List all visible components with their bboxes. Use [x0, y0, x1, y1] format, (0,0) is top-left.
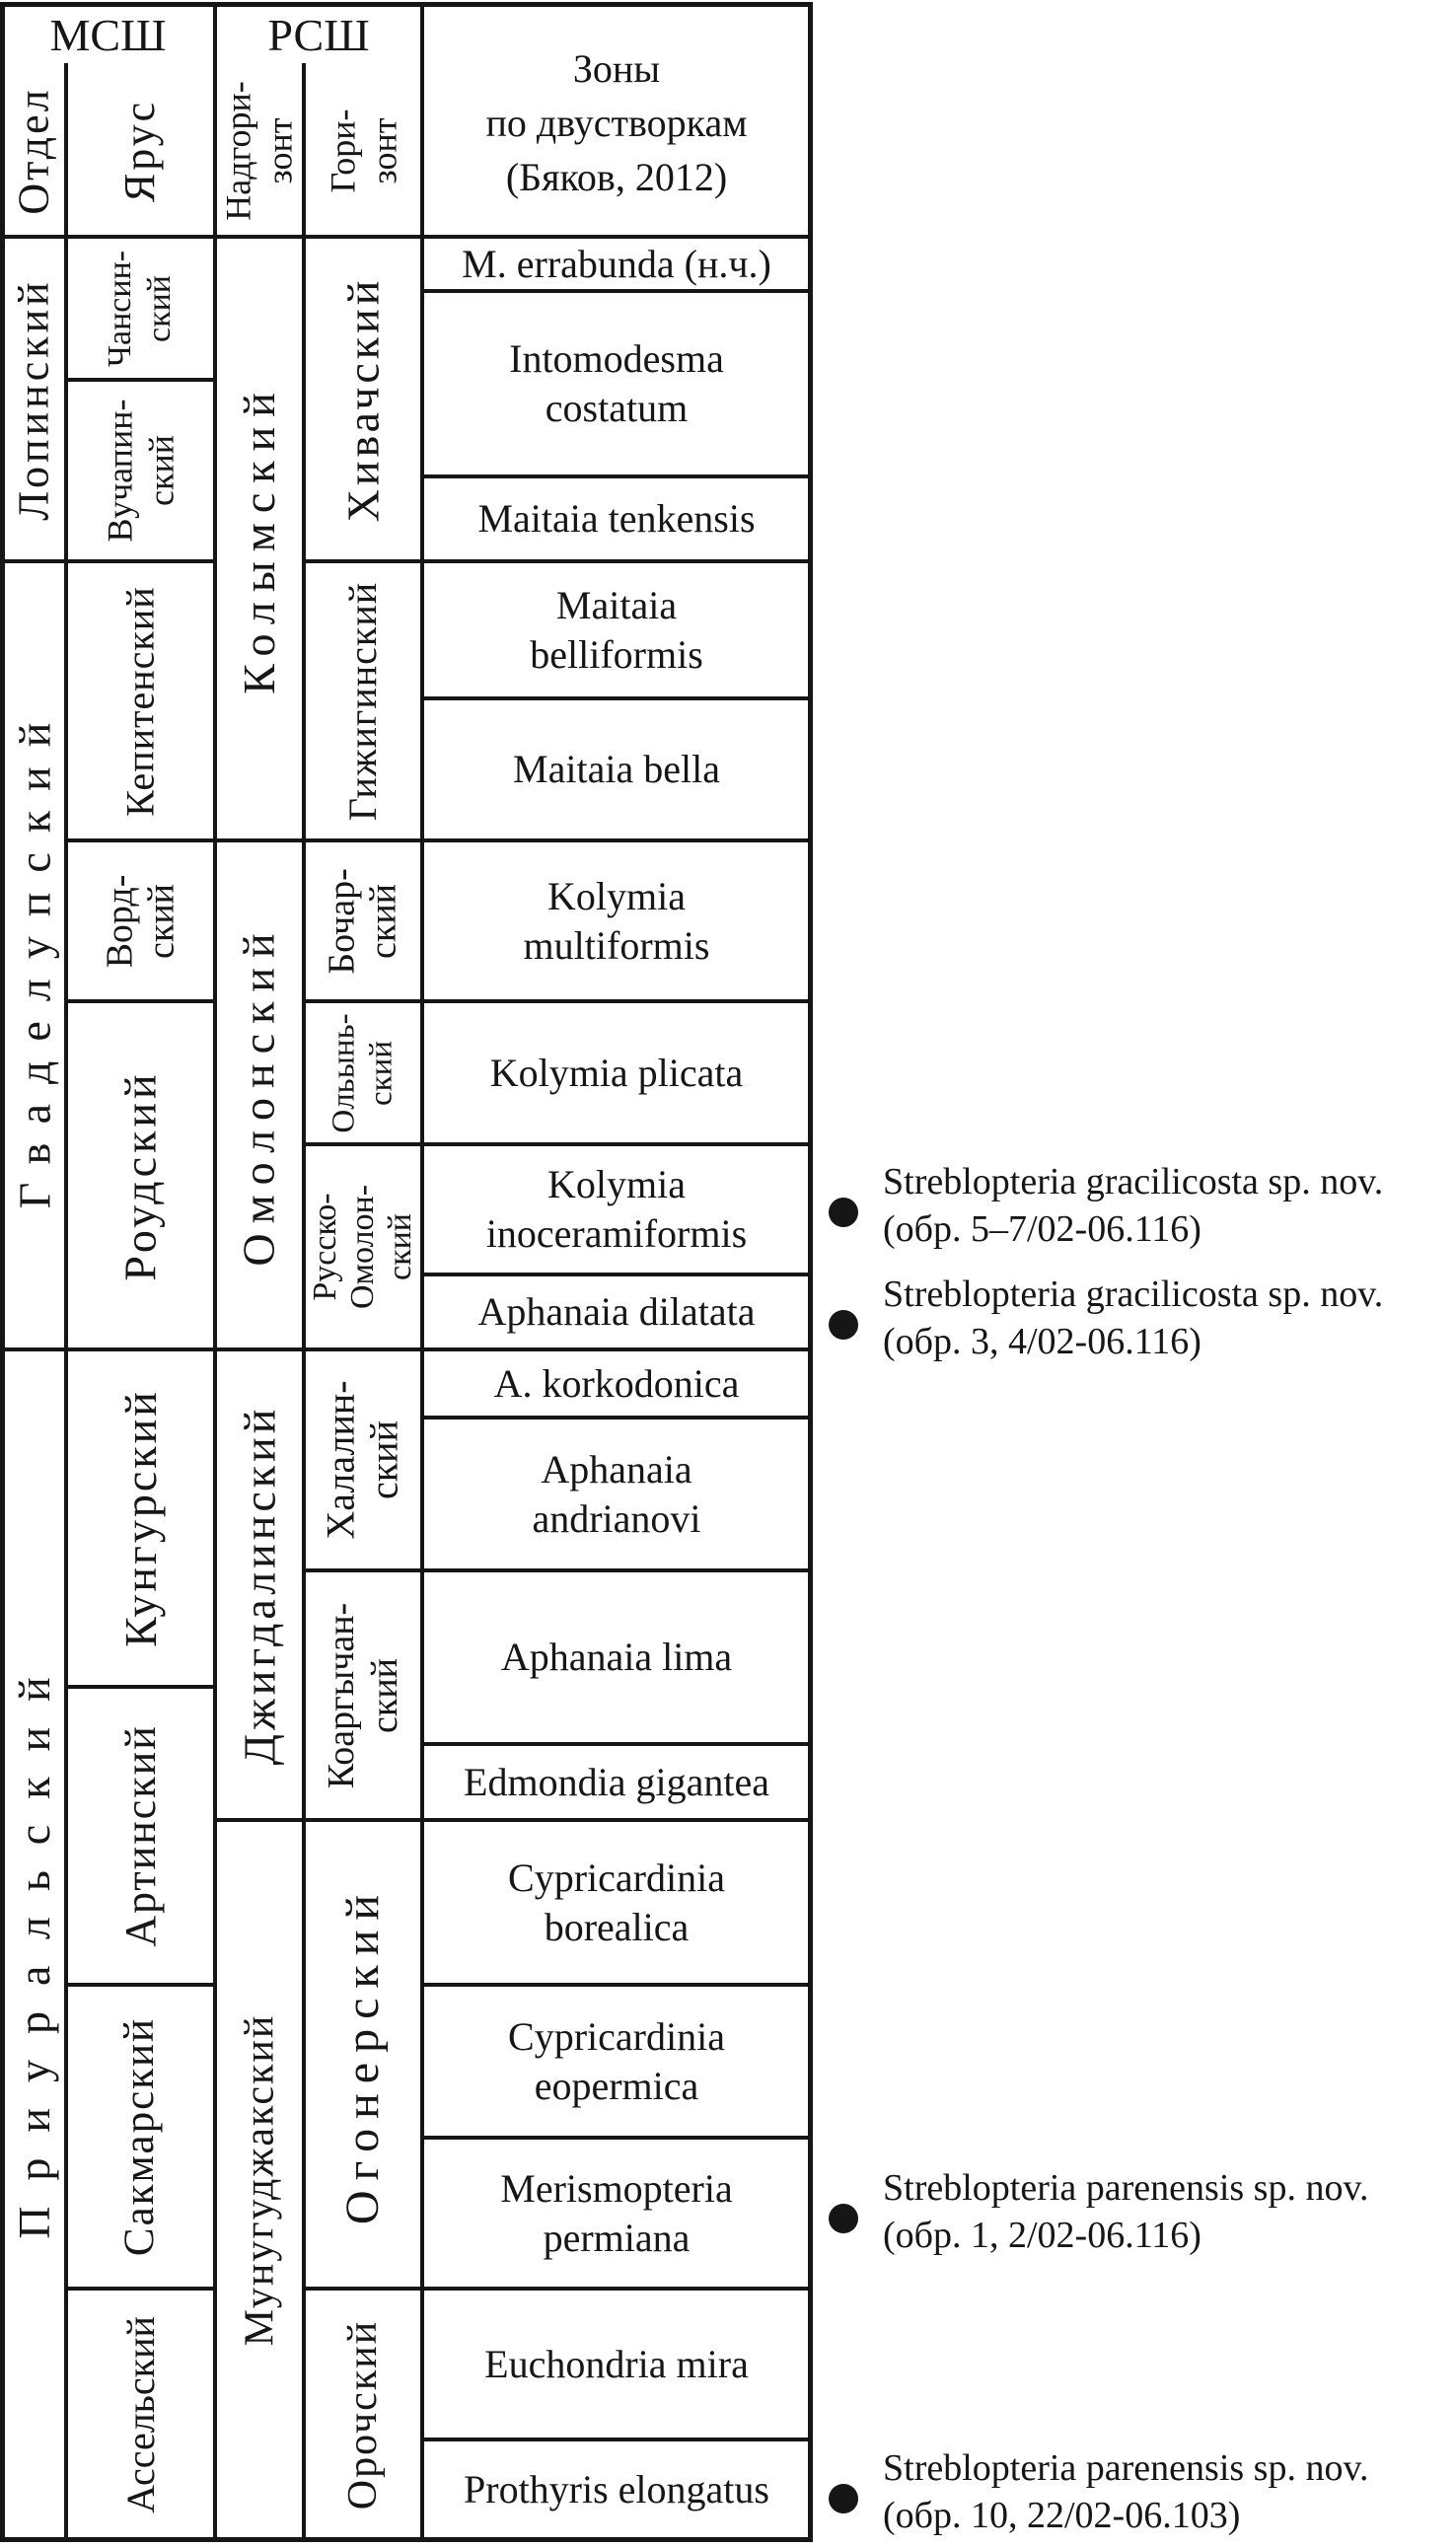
- cell-otdel-1: [1, 559, 68, 1351]
- annotation-species: Streblopteria gracilicosta sp. nov.: [883, 1274, 1384, 1315]
- nadgorizont-label: [238, 2014, 281, 2347]
- annotation-text: [883, 2444, 1368, 2539]
- zones-label: [508, 1854, 725, 1952]
- zones-label: [524, 872, 710, 971]
- zones-label: [462, 240, 771, 289]
- label-line: Халалин-: [319, 1380, 363, 1540]
- yarus-label: [114, 1389, 166, 1647]
- otdel-label: [10, 277, 59, 521]
- cell-gorizont-0: [302, 235, 424, 563]
- label-line: inoceramiformis: [485, 1211, 748, 1256]
- label-line: A. korkodonica: [493, 1360, 740, 1406]
- cell-gorizont-8: [302, 2287, 424, 2542]
- label-line: Артинский: [115, 1724, 165, 1947]
- header-nadgorizont-label: [218, 81, 301, 220]
- label-line: multiformis: [523, 922, 710, 968]
- cell-zones-15: [420, 2136, 813, 2291]
- label-line: Гори-: [323, 109, 362, 193]
- cell-zones-9: [420, 1347, 813, 1420]
- label-line: Merismopteria: [500, 2165, 733, 2211]
- zones-label: [486, 1160, 747, 1259]
- cell-zones-4: [420, 696, 813, 842]
- sample-annotation-2: [829, 2164, 1368, 2259]
- label-line: Maitaia tenkensis: [477, 496, 756, 541]
- zones-label: [530, 581, 703, 680]
- zones-label: [508, 2012, 725, 2111]
- annotation-text: [883, 1271, 1383, 1365]
- cell-zones-7: [420, 1142, 813, 1276]
- label-line: permiana: [543, 2215, 691, 2260]
- cell-gorizont-5: [302, 1347, 424, 1572]
- yarus-label: [116, 2016, 164, 2257]
- label-line: Aphanaia lima: [500, 1635, 733, 1679]
- cell-zones-17: [420, 2438, 813, 2542]
- zones-label: [464, 2465, 769, 2514]
- cell-zones-1: [420, 289, 813, 478]
- label-line: Лопинский: [10, 277, 59, 521]
- cell-yarus-5: [64, 1347, 217, 1689]
- cell-gorizont-4: [302, 1142, 424, 1351]
- gorizont-label: [341, 2319, 385, 2509]
- header-rsh: [217, 8, 420, 61]
- otdel-label: [9, 1650, 59, 2239]
- zones-label: [490, 1049, 744, 1098]
- label-line: Вучапин-: [100, 399, 140, 543]
- annotation-species: Streblopteria parenensis sp. nov.: [883, 2167, 1369, 2209]
- cell-gorizont-7: [302, 1818, 424, 2291]
- cell-gorizont-1: [302, 559, 424, 842]
- sample-bullet-icon: [829, 2484, 858, 2513]
- grid-line-vertical: [213, 4, 217, 239]
- cell-zones-11: [420, 1568, 813, 1746]
- yarus-label: [100, 874, 182, 968]
- label-line: Джигдалинский: [234, 1405, 284, 1765]
- nadgorizont-label: [234, 923, 285, 1267]
- zones-title-line: Зоны: [572, 45, 661, 91]
- cell-yarus-2: [64, 559, 217, 842]
- label-line: eopermica: [534, 2063, 699, 2108]
- zones-label: [532, 1445, 700, 1544]
- label-line: Чансин-: [102, 250, 139, 367]
- cell-nadgorizont-1: [213, 838, 306, 1351]
- cell-nadgorizont-3: [213, 1818, 306, 2542]
- zones-label: [500, 2164, 733, 2263]
- label-line: Edmondia gigantea: [464, 1759, 769, 1804]
- cell-nadgorizont-2: [213, 1347, 306, 1822]
- grid-line-vertical: [64, 63, 68, 239]
- gorizont-label: [320, 1602, 406, 1787]
- label-line: ский: [364, 1040, 400, 1106]
- header-gorizont-label: [322, 109, 404, 193]
- annotation-sample: (обр. 5–7/02-06.116): [883, 1208, 1201, 1250]
- label-line: Хивачский: [337, 276, 389, 522]
- sample-bullet-icon: [829, 1198, 858, 1227]
- zones-label: [478, 1287, 756, 1337]
- cell-zones-8: [420, 1273, 813, 1351]
- otdel-label: [9, 702, 60, 1208]
- header-yarus: [66, 65, 215, 237]
- gorizont-label: [320, 1380, 406, 1539]
- label-line: Ворд-: [99, 874, 141, 968]
- label-line: Огонерский: [336, 1884, 389, 2224]
- label-line: costatum: [545, 386, 689, 430]
- yarus-label: [102, 250, 181, 366]
- yarus-label: [115, 1724, 165, 1947]
- cell-gorizont-2: [302, 838, 424, 1003]
- nadgorizont-label: [234, 383, 285, 694]
- cell-zones-10: [420, 1416, 813, 1572]
- sample-annotation-1: [829, 1271, 1383, 1365]
- label-line: andrianovi: [532, 1495, 701, 1541]
- label-line: ский: [382, 1213, 419, 1281]
- label-line: Cypricardinia: [508, 1855, 725, 1900]
- label-line: Кепитенский: [117, 585, 163, 817]
- header-otdel: [3, 65, 66, 237]
- gorizont-label: [336, 1884, 389, 2224]
- cell-zones-13: [420, 1818, 813, 1987]
- label-line: ский: [364, 1657, 405, 1733]
- label-line: Гижигинский: [340, 581, 385, 821]
- cell-zones-5: [420, 838, 813, 1003]
- yarus-label: [100, 400, 182, 543]
- cell-zones-12: [420, 1742, 813, 1822]
- label-line: Prothyris elongatus: [464, 2467, 769, 2512]
- header-yarus-label: Ярус: [115, 99, 165, 203]
- label-line: Maitaia bella: [513, 747, 720, 791]
- header-msh: [3, 8, 213, 61]
- cell-zones-6: [420, 999, 813, 1146]
- label-line: Омолонский: [234, 923, 285, 1267]
- cell-otdel-0: [1, 235, 68, 563]
- cell-yarus-4: [64, 999, 217, 1351]
- annotation-species: Streblopteria parenensis sp. nov.: [883, 2447, 1369, 2489]
- cell-zones-14: [420, 1983, 813, 2140]
- label-line: Русско-: [307, 1193, 344, 1301]
- annotation-text: [883, 2164, 1368, 2259]
- sample-annotation-0: [829, 1158, 1383, 1253]
- gorizont-label: [307, 1185, 419, 1309]
- label-line: Надгори-: [219, 81, 259, 221]
- gorizont-label: [326, 1013, 400, 1132]
- label-line: Aphanaia: [541, 1446, 692, 1492]
- header-msh-label: МСШ: [49, 9, 167, 60]
- label-line: Kolymia: [547, 1162, 686, 1206]
- label-line: borealica: [544, 1904, 690, 1949]
- label-line: Гваделупский: [9, 702, 60, 1208]
- label-line: Kolymia plicata: [489, 1050, 744, 1095]
- label-line: Приуральский: [9, 1650, 59, 2239]
- cell-yarus-7: [64, 1983, 217, 2291]
- sample-bullet-icon: [829, 1310, 858, 1340]
- label-line: ский: [140, 883, 182, 959]
- cell-zones-0: [420, 235, 813, 293]
- zones-label: [509, 334, 724, 433]
- cell-gorizont-6: [302, 1568, 424, 1822]
- annotation-sample: (обр. 3, 4/02-06.116): [883, 1321, 1201, 1362]
- label-line: ский: [363, 883, 404, 959]
- cell-gorizont-3: [302, 999, 424, 1146]
- label-line: Ольынь-: [327, 1012, 363, 1133]
- annotation-sample: (обр. 1, 2/02-06.116): [883, 2215, 1201, 2256]
- label-line: Колымский: [234, 383, 285, 694]
- sample-annotation-3: [829, 2444, 1368, 2539]
- gorizont-label: [322, 868, 404, 974]
- yarus-label: [114, 1069, 166, 1281]
- yarus-label: [119, 2316, 163, 2513]
- cell-zones-3: [420, 559, 813, 700]
- header-zones-title: [424, 8, 809, 237]
- header-otdel-label: Отдел: [10, 87, 59, 215]
- label-line: Роудский: [114, 1069, 166, 1281]
- cell-yarus-0: [64, 235, 217, 382]
- label-line: Орочский: [340, 2319, 386, 2510]
- cell-zones-16: [420, 2287, 813, 2441]
- label-line: Intomodesma: [509, 336, 724, 381]
- grid-line-vertical: [420, 4, 424, 239]
- cell-yarus-6: [64, 1685, 217, 1987]
- header-gorizont: [304, 65, 422, 237]
- cell-yarus-8: [64, 2287, 217, 2542]
- zones-label: [513, 745, 720, 794]
- header-rsh-label: РСШ: [267, 9, 370, 60]
- gorizont-label: [337, 276, 389, 522]
- nadgorizont-label: [234, 1405, 284, 1765]
- label-line: Бочар-: [322, 867, 363, 975]
- label-line: Maitaia: [555, 582, 678, 627]
- annotation-text: [883, 1158, 1383, 1253]
- zones-label: [494, 1359, 740, 1409]
- label-line: Омолон-: [344, 1184, 382, 1310]
- gorizont-label: [341, 581, 385, 820]
- zones-label: [501, 1633, 732, 1682]
- cell-yarus-3: [64, 838, 217, 1003]
- cell-zones-2: [420, 474, 813, 563]
- zones-label: [484, 2340, 749, 2389]
- label-line: Кунгурский: [114, 1389, 166, 1647]
- label-line: belliformis: [530, 631, 703, 677]
- label-line: Cypricardinia: [508, 2013, 725, 2059]
- cell-nadgorizont-0: [213, 235, 306, 842]
- label-line: зонт: [364, 117, 403, 184]
- label-line: Kolymia: [547, 873, 686, 918]
- label-line: M. errabunda (н.ч.): [462, 241, 771, 286]
- grid-line-vertical: [302, 63, 306, 239]
- label-line: Ассельский: [117, 2315, 163, 2513]
- cell-yarus-1: [64, 378, 217, 563]
- yarus-label: [119, 586, 163, 816]
- zones-label: [477, 494, 755, 544]
- zones-title-line: по двустворкам: [485, 100, 748, 145]
- label-line: Коаргычан-: [321, 1602, 362, 1788]
- label-line: Euchondria mira: [484, 2341, 749, 2386]
- label-line: зонт: [260, 117, 301, 184]
- annotation-sample: (обр. 10, 22/02-06.103): [883, 2495, 1241, 2536]
- annotation-species: Streblopteria gracilicosta sp. nov.: [883, 1161, 1384, 1202]
- label-line: ский: [141, 435, 182, 506]
- cell-otdel-2: [1, 1347, 68, 2542]
- label-line: Сакмарский: [116, 2016, 164, 2257]
- zones-title-line: (Бяков, 2012): [505, 154, 728, 199]
- zones-label: [464, 1758, 769, 1807]
- label-line: ский: [362, 1420, 406, 1499]
- label-line: ский: [141, 274, 179, 342]
- label-line: Aphanaia dilatata: [477, 1289, 756, 1334]
- header-nadgorizont: [215, 65, 304, 237]
- label-line: Мунугуджакский: [237, 2013, 282, 2347]
- sample-bullet-icon: [829, 2204, 858, 2233]
